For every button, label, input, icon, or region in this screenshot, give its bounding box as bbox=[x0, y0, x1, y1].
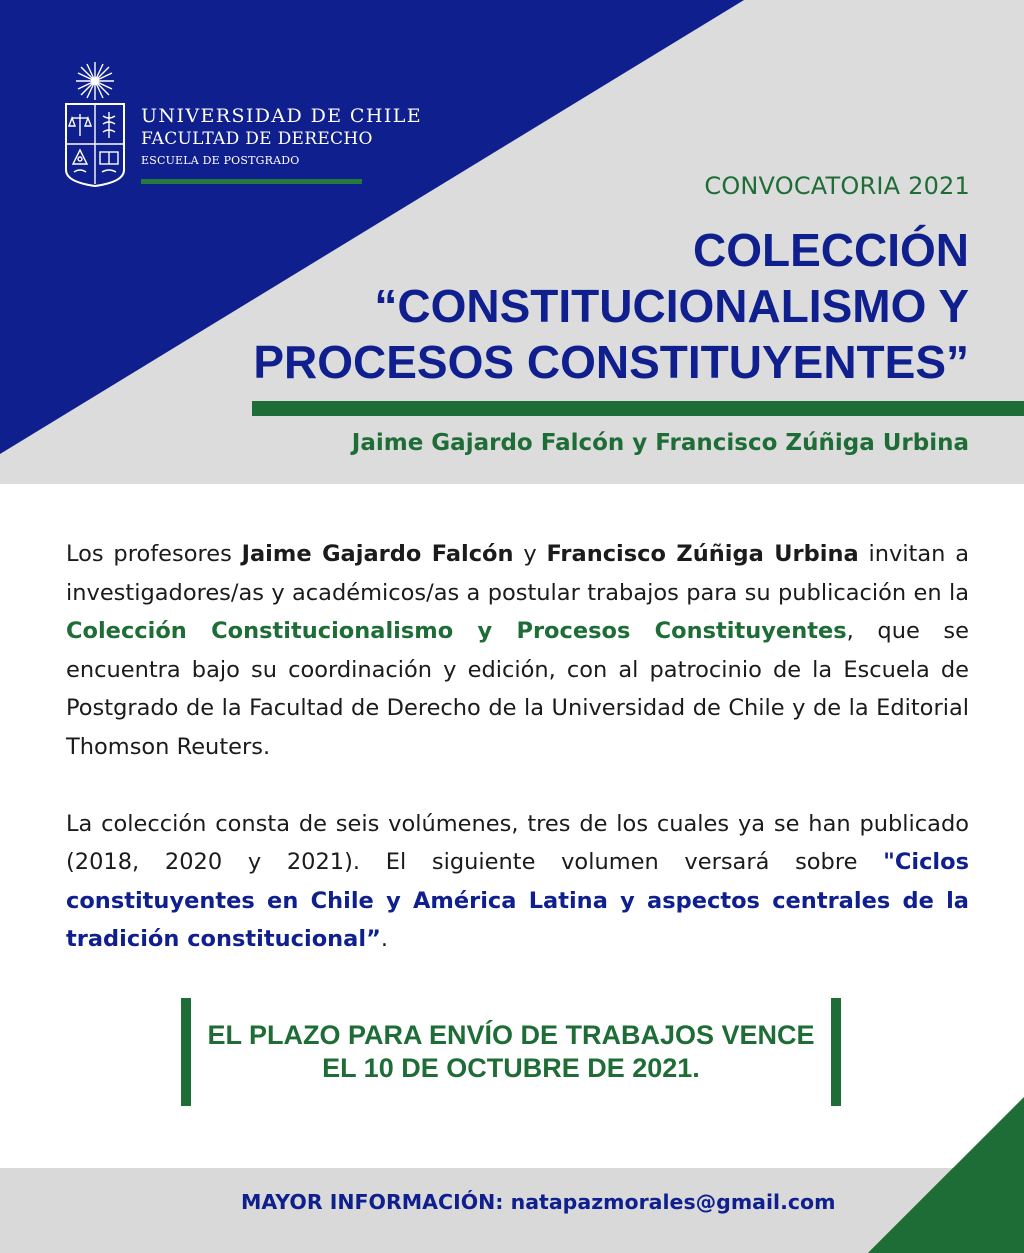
text-span: y bbox=[513, 541, 547, 567]
title-line: PROCESOS CONSTITUYENTES” bbox=[253, 336, 969, 388]
collection-name: Colección Constitucionalismo y Procesos Constituyentes bbox=[66, 618, 847, 645]
text-span: Los profesores bbox=[66, 541, 242, 567]
school-name: ESCUELA DE POSTGRADO bbox=[141, 154, 300, 167]
volume-topic: "Ciclos constituyentes en Chile y América Latina y aspectos centrales de la tradición constitucional” bbox=[66, 849, 969, 953]
convocatoria-label: CONVOCATORIA 2021 bbox=[704, 172, 970, 200]
professor-name: Jaime Gajardo Falcón bbox=[241, 541, 514, 567]
title-line: “CONSTITUCIONALISMO Y bbox=[374, 280, 969, 332]
faculty-name: FACULTAD DE DERECHO bbox=[141, 129, 373, 149]
title-line: COLECCIÓN bbox=[693, 224, 969, 276]
deadline-line: EL 10 DE OCTUBRE DE 2021. bbox=[322, 1053, 700, 1083]
text-span: invitan a investigadores/as y académicos/as a postular trabajos para su publicación en la bbox=[66, 541, 970, 606]
text-span: . bbox=[380, 926, 389, 953]
deadline-line: EL PLAZO PARA ENVÍO DE TRABAJOS VENCE bbox=[207, 1020, 815, 1050]
text-span: La colección consta de seis volúmenes, tres de los cuales ya se han publicado (2018, 2020 y 2021). El siguiente volumen versará sobre bbox=[66, 810, 969, 876]
professor-name: Francisco Zúñiga Urbina bbox=[546, 541, 859, 567]
contact-info: MAYOR INFORMACIÓN: natapazmorales@gmail.com bbox=[241, 1190, 836, 1214]
authors-line: Jaime Gajardo Falcón y Francisco Zúñiga Urbina bbox=[351, 430, 969, 456]
text-span: , que se encuentra bajo su coordinación y edición, con al patrocinio de la Escuela de Postgrado de la Facultad de Derecho de la Universidad de Chile y de la Editorial Thomson Reuters. bbox=[66, 618, 969, 760]
university-name: UNIVERSIDAD DE CHILE bbox=[141, 105, 423, 127]
